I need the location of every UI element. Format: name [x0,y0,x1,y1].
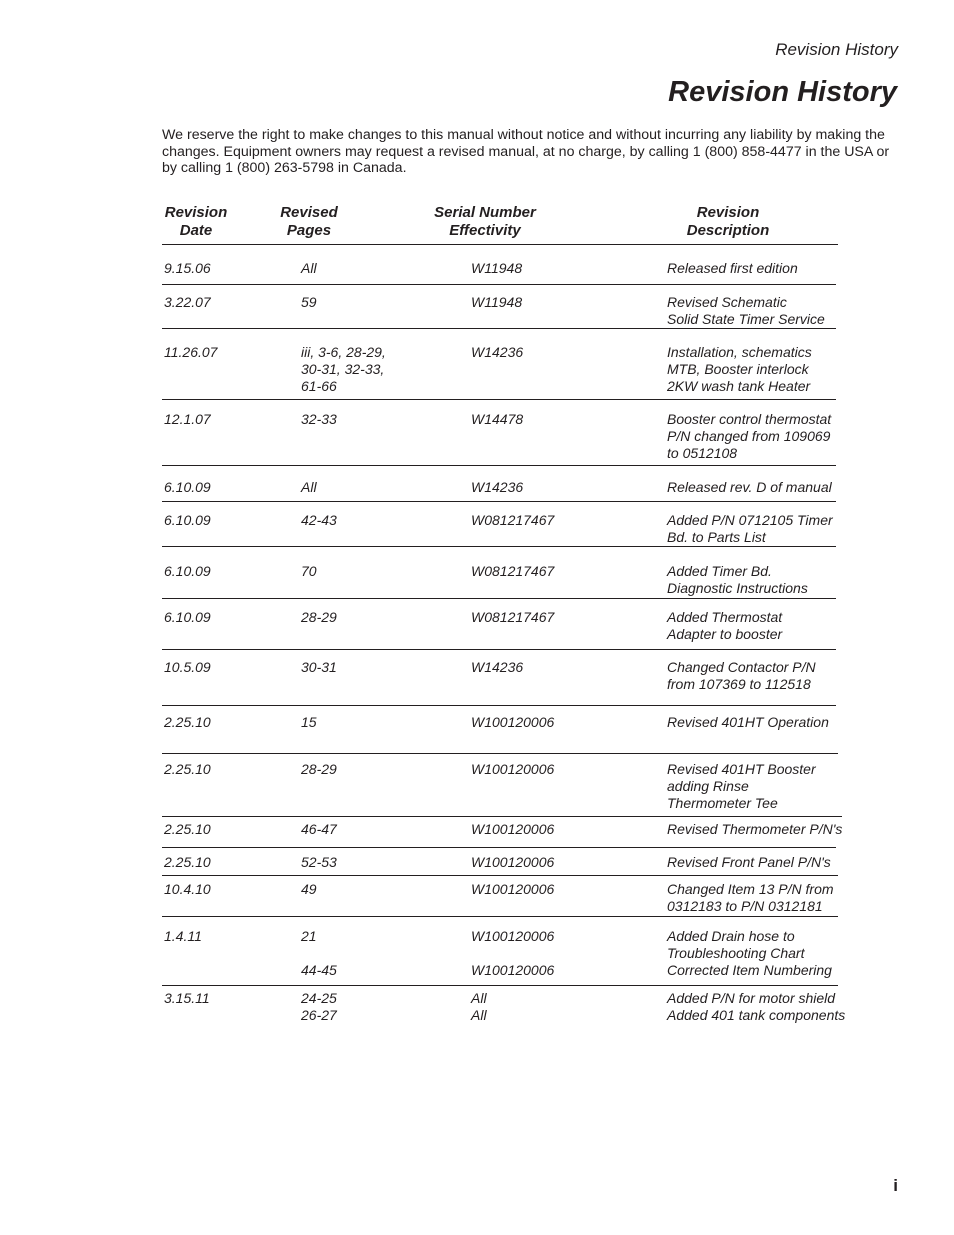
cell-date: 9.15.06 [164,260,211,276]
cell-date: 2.25.10 [164,761,211,777]
cell-date: 3.15.11 [164,990,210,1006]
cell-pages: 28-29 [301,609,337,625]
table-rule [162,284,836,285]
cell-serial: All All [471,990,487,1023]
table-rule [162,598,836,599]
cell-serial: W100120006 [471,881,555,897]
cell-description: Changed Item 13 P/N from 0312183 to P/N 0312181 [667,881,834,914]
cell-pages: 70 [301,563,317,579]
page-number: i [893,1176,898,1195]
cell-pages: 21 44-45 [301,928,337,978]
cell-description: Released first edition [667,260,798,276]
cell-description: Revised 401HT Operation [667,714,829,730]
cell-pages: 24-25 26-27 [301,990,337,1023]
table-rule [162,916,838,917]
cell-date: 1.4.11 [164,928,202,944]
cell-serial: W100120006 [471,821,555,837]
cell-pages: 52-53 [301,854,337,870]
cell-pages: 30-31 [301,659,337,675]
table-rule [162,649,836,650]
table-rule [162,328,836,329]
col-header-date: Revision Date [164,204,228,239]
cell-description: Released rev. D of manual [667,479,832,495]
cell-description: Added P/N 0712105 Timer Bd. to Parts List [667,512,833,545]
cell-pages: 59 [301,294,317,310]
cell-description: Installation, schematics MTB, Booster interlock 2KW wash tank Heater [667,344,812,394]
cell-description: Revised 401HT Booster adding Rinse Thermometer Tee [667,761,816,811]
table-rule [162,753,838,754]
cell-serial: W100120006 W100120006 [471,928,555,978]
table-rule [162,546,836,547]
cell-date: 10.4.10 [164,881,211,897]
cell-date: 2.25.10 [164,821,211,837]
cell-description: Changed Contactor P/N from 107369 to 112518 [667,659,816,692]
cell-description: Revised Thermometer P/N's [667,821,843,837]
cell-pages: All [301,479,317,495]
cell-serial: W081217467 [471,563,555,579]
cell-date: 10.5.09 [164,659,211,675]
cell-pages: All [301,260,317,276]
cell-date: 2.25.10 [164,714,211,730]
cell-date: 3.22.07 [164,294,211,310]
cell-description: Revised Front Panel P/N's [667,854,831,870]
cell-date: 11.26.07 [164,344,218,360]
table-rule [162,847,836,848]
cell-pages: 15 [301,714,317,730]
cell-serial: W14236 [471,659,524,675]
cell-description: Added Timer Bd. Diagnostic Instructions [667,563,808,596]
cell-description: Added Drain hose to Troubleshooting Chart Corrected Item Numbering [667,928,832,978]
cell-pages: 32-33 [301,411,337,427]
cell-pages: 49 [301,881,317,897]
cell-description: Revised Schematic Solid State Timer Service [667,294,825,327]
table-rule [162,875,838,876]
cell-serial: W100120006 [471,714,555,730]
col-header-pages: Revised Pages [280,204,338,239]
cell-date: 12.1.07 [164,411,211,427]
running-header: Revision History [775,40,898,59]
cell-description: Booster control thermostat P/N changed from 109069 to 0512108 [667,411,832,461]
cell-serial: W14236 [471,344,524,360]
cell-date: 6.10.09 [164,609,211,625]
cell-pages: 42-43 [301,512,337,528]
cell-description: Added P/N for motor shield Added 401 tank components [667,990,846,1023]
cell-serial: W11948 [471,260,523,276]
cell-serial: W081217467 [471,512,555,528]
col-header-serial: Serial Number Effectivity [434,204,536,239]
cell-description: Added Thermostat Adapter to booster [667,609,783,642]
cell-date: 2.25.10 [164,854,211,870]
table-rule [162,816,842,817]
cell-serial: W100120006 [471,761,555,777]
intro-paragraph: We reserve the right to make changes to this manual without notice and without incurring any liability by making the changes. Equipment owners may request a revised manual, at no charge, by calling 1 (800) 858-4477 in the USA or by calling 1 (800) 263-5798 in Canada. [162,127,890,177]
table-rule [162,705,836,706]
table-rule [162,244,838,245]
cell-date: 6.10.09 [164,512,211,528]
cell-serial: W100120006 [471,854,555,870]
cell-serial: W081217467 [471,609,555,625]
table-rule [162,501,836,502]
cell-pages: iii, 3-6, 28-29, 30-31, 32-33, 61-66 [301,344,386,394]
cell-date: 6.10.09 [164,563,211,579]
cell-pages: 28-29 [301,761,337,777]
cell-serial: W11948 [471,294,523,310]
cell-serial: W14478 [471,411,524,427]
cell-pages: 46-47 [301,821,337,837]
table-rule [162,399,836,400]
table-rule [162,985,838,986]
col-header-description: Revision Description [686,204,770,239]
cell-serial: W14236 [471,479,524,495]
table-rule [162,465,836,466]
page-title: Revision History [668,76,897,108]
cell-date: 6.10.09 [164,479,211,495]
